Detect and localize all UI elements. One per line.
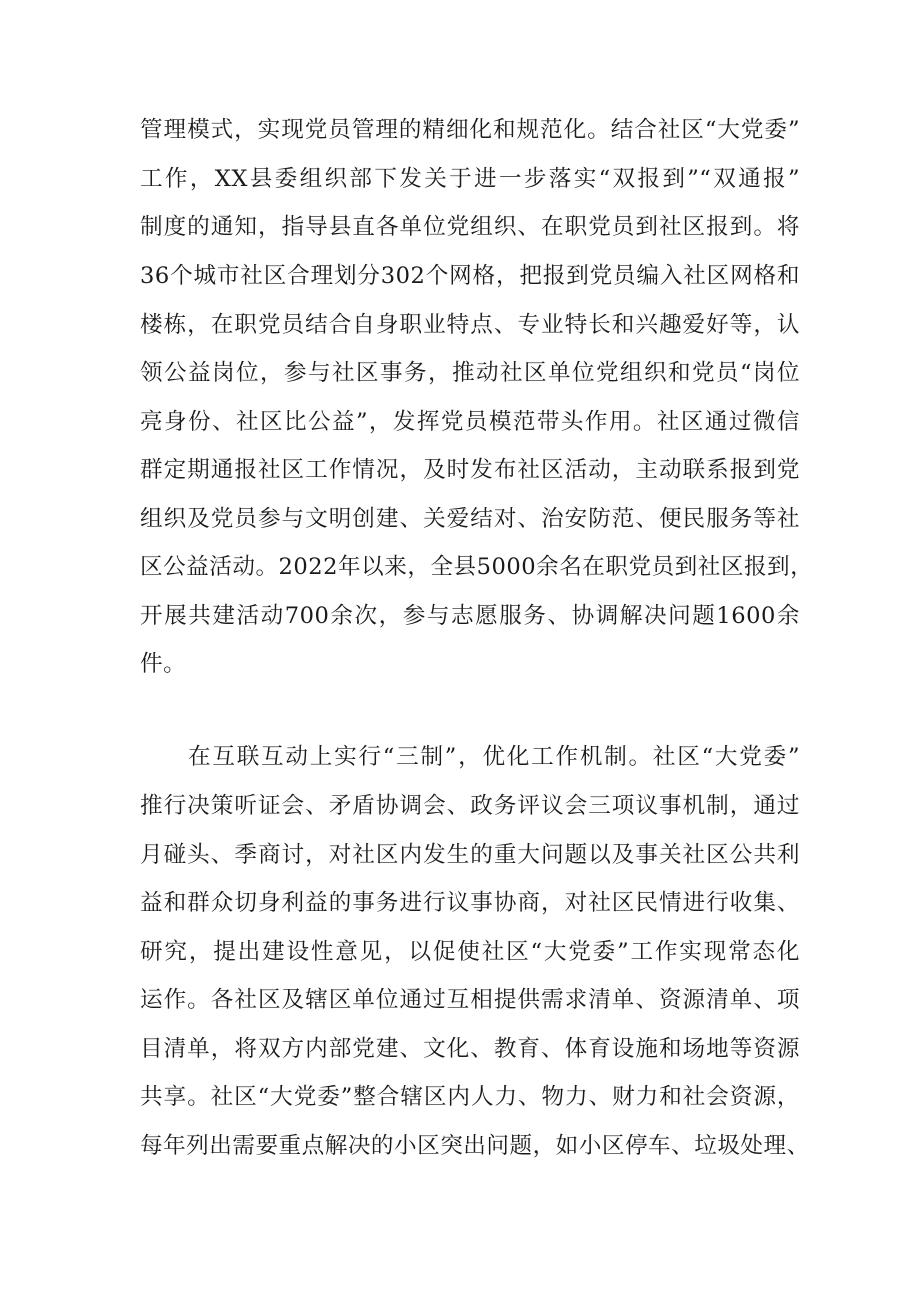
- text-line: 开展共建活动700余次，参与志愿服务、协调解决问题1600余: [140, 603, 800, 629]
- text-line: 工作，XX县委组织部下发关于进一步落实“双报到”“双通报”: [140, 166, 800, 192]
- text-line: 亮身份、社区比公益”，发挥党员模范带头作用。社区通过微信: [140, 409, 800, 435]
- text-line: 组织及党员参与文明创建、关爱结对、治安防范、便民服务等社: [140, 506, 800, 532]
- text-line: 群定期通报社区工作情况，及时发布社区活动，主动联系报到党: [140, 457, 800, 483]
- text-line: 管理模式，实现党员管理的精细化和规范化。结合社区“大党委”: [140, 117, 800, 143]
- text-line: 月碰头、季商讨，对社区内发生的重大问题以及事关社区公共利: [140, 842, 800, 868]
- text-line: 制度的通知，指导县直各单位党组织、在职党员到社区报到。将: [140, 214, 800, 240]
- text-line: 共享。社区“大党委”整合辖区内人力、物力、财力和社会资源，: [140, 1084, 800, 1110]
- text-line: 36个城市社区合理划分302个网格，把报到党员编入社区网格和: [140, 263, 800, 289]
- text-line: 研究，提出建设性意见，以促使社区“大党委”工作实现常态化: [140, 939, 800, 965]
- text-line: 目清单，将双方内部党建、文化、教育、体育设施和场地等资源: [140, 1036, 800, 1062]
- text-line: 在互联互动上实行“三制”，优化工作机制。社区“大党委”: [188, 744, 800, 770]
- text-line: 领公益岗位，参与社区事务，推动社区单位党组织和党员“岗位: [140, 360, 800, 386]
- text-line: 益和群众切身利益的事务进行议事协商，对社区民情进行收集、: [140, 890, 800, 916]
- text-line: 每年列出需要重点解决的小区突出问题，如小区停车、垃圾处理、: [140, 1133, 810, 1159]
- text-line: 运作。各社区及辖区单位通过互相提供需求清单、资源清单、项: [140, 987, 800, 1013]
- text-line: 推行决策听证会、矛盾协调会、政务评议会三项议事机制，通过: [140, 793, 800, 819]
- text-line: 区公益活动。2022年以来，全县5000余名在职党员到社区报到，: [140, 554, 814, 580]
- text-line: 件。: [140, 651, 187, 677]
- text-line: 楼栋，在职党员结合自身职业特点、专业特长和兴趣爱好等，认: [140, 312, 800, 338]
